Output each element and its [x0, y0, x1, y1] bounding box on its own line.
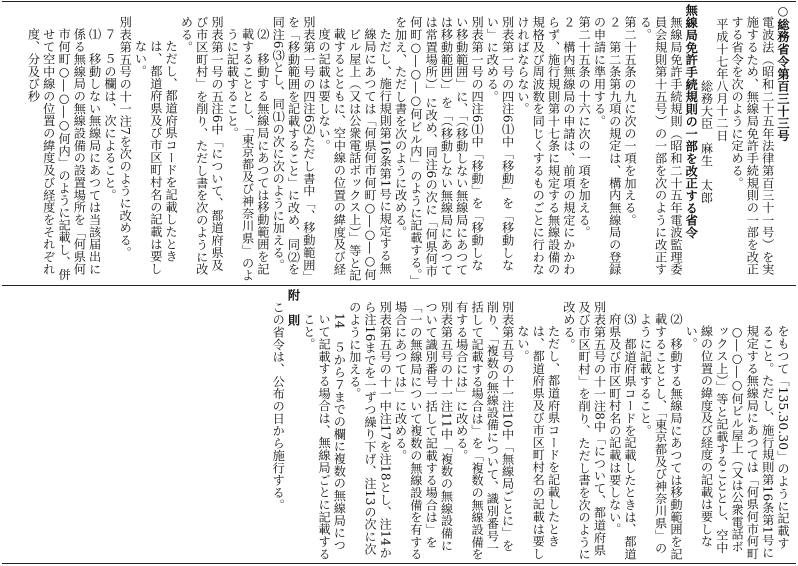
- lower-vertical-text: [270, 289, 790, 561]
- upper-section: [0, 4, 798, 282]
- upper-vertical-text: [25, 4, 790, 282]
- lower-paragraph: 別表第五号の十一注8中「について、都道府県及び市区町村」を削り、ただし書を次のように改める。: [561, 301, 607, 561]
- lower-paragraph: をもつて「135.30.30」のように記載すること。ただし、施行規則第16条第1号に規定する無線局にあつては「何県何市何町○―○―○何ビル屋上（又は公衆電話ボックス上）」等と記載することとし、空中線の位置の緯度及び経度の記載は要しない。: [684, 325, 790, 560]
- lower-paragraph: ただし、都道府県コードを記載したときは、都道府県及び市区町村名の記載は要しない。: [515, 325, 561, 560]
- lower-section: [0, 289, 798, 561]
- upper-paragraph: ○総務省令第百三十三号: [776, 4, 790, 142]
- lower-paragraph: 別表第五号の十一注10中「無線局ごとに」を削り、「複数の無線設備について、識別番号一括して記載する場合は」を「複数の無線設備を有する場合には」に改める。: [454, 301, 515, 561]
- lower-paragraph: ⑵ 移動する無線局にあつては移動範囲を記載することとし、「東京都及び神奈川県」のように記載すること。: [638, 313, 683, 560]
- upper-paragraph: 総務大臣 麻生 太郎: [699, 80, 714, 204]
- lower-paragraph: この省令は、公布の日から施行する。: [271, 301, 286, 511]
- lower-paragraph: 別表第五号の十一注11中「複数の無線設備について識別番号一括して記載する場合は」を「一の無線局について複数の無線設備を有する場合にあつては」に改める。: [393, 301, 454, 561]
- section-divider: [2, 285, 796, 286]
- upper-paragraph: ただし、都道府県コードを記載したときは、都道府県及び市区町村名の記載は要しない。: [133, 40, 179, 275]
- upper-paragraph: 平成十七年八月十二日: [714, 18, 729, 142]
- upper-paragraph: 別表第一号の四注6⑴中「移動」を「移動しない移動範囲」に、「（移動しない無線局にあつては移動範囲）」を「（移動しない無線局にあつては常置場所）」に改め、同注6の次に「何県何市何町○―○―○何ビル内」のように記載する。」を加え、ただし書を次のように改める。: [393, 16, 485, 281]
- upper-paragraph: 別表第五号の十一注7を次のように改める。: [118, 16, 133, 259]
- upper-paragraph: 別表第一号の四注6⑴中「移動」を「移動しない」に改める。: [485, 16, 515, 271]
- lower-paragraph: ⑶ 都道府県コードを記載したときは、都道府県及び市区町村名の記載は要しない。: [607, 313, 638, 560]
- lower-paragraph: 附 則: [286, 289, 301, 327]
- upper-paragraph: 電波法（昭和二十五年法律第百三十一号）を実施するため、無線局免許手続規則の一部を改正する省令を次のように定める。: [730, 16, 775, 276]
- upper-paragraph: ２ 第二条第九項の規定は、構内無線局の登録の申請に準用する。: [592, 16, 622, 276]
- upper-paragraph: 第二十五条の十六に次の一項を加える。: [577, 16, 592, 239]
- upper-paragraph: 無線局免許手続規則（昭和二十五年電波監理委員会規則第十五号）の一部を次のように改正する。: [638, 16, 683, 276]
- upper-paragraph: ⑵ 移動する無線局にあつては移動範囲を記載することとし、「東京都及び神奈川県」のように記載すること。: [225, 28, 270, 282]
- upper-paragraph: 別表第一号の五注6中「について、都道府県及び市区町村」を削り、ただし書を次のように改める。: [179, 16, 225, 276]
- lower-paragraph: 別表第五号の十一中注17を注18とし、注14から注16までを一ずつ繰り下げ、注13の次に次のように加える。: [347, 301, 393, 559]
- upper-paragraph: ただし、施行規則第16条第1号に規定する無線局にあつては「何県何市何町○―○―○何ビル屋上（又は公衆電話ボックス上）」等と記載するとともに、空中線の位置の緯度及び経度の記載は要しない。: [317, 28, 393, 282]
- upper-paragraph: ２ 構内無線局の申請は、前項の規定にかかわらず、施行規則第十七条に規定する無線設備の規格及び周波数を同じくするものごとに行わなければならない。: [515, 16, 576, 276]
- upper-paragraph: 別表第一号の四注6⑵ただし書中「、移動範囲」を「移動範囲を記載すること」に改め、同⑵を同注6⑶とし、同⑴の次に次のように加える。: [271, 16, 316, 278]
- top-rule: [2, 1, 796, 2]
- upper-paragraph: ⑴ 移動しない無線局にあつては当該届出に係る無線局の無線設備の設置場所を「何県何市何町○―○―○何内」のように記載し、併せて空中線の位置の緯度及び経度をそれぞれ度、分及び秒: [26, 28, 102, 281]
- upper-paragraph: 無線局免許手続規則の一部を改正する省令: [684, 4, 699, 239]
- lower-paragraph: 14 ５から７までの欄に複数の無線局について記載する場合は、無線局ごとに記載すること。: [301, 313, 347, 560]
- upper-paragraph: 第二十五条の九に次の一項を加える。: [623, 16, 638, 226]
- upper-paragraph: ７ ５の欄は、次によること。: [102, 28, 117, 201]
- bottom-rule: [2, 563, 796, 564]
